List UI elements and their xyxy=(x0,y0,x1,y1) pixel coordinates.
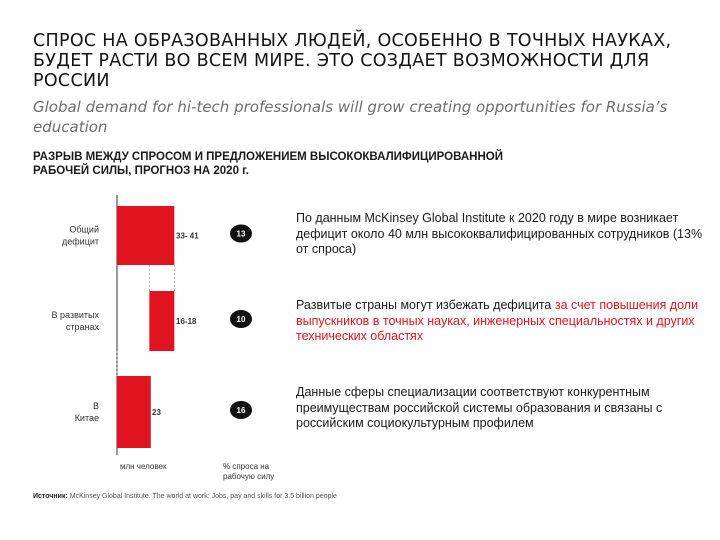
note-developed-highlight: за счет повышения доли выпускников в точных науках, инженерных специальностях и других технических областях xyxy=(296,298,699,343)
note-developed-text: Развитые страны могут избежать дефицита xyxy=(296,298,555,312)
percent-badge-label-0: 13 xyxy=(236,229,246,239)
source-label: Источник: xyxy=(33,493,68,500)
x-axis-caption: млн человек xyxy=(120,462,167,471)
bar-1 xyxy=(149,291,174,351)
category-label-2: В Китае xyxy=(74,401,99,423)
category-label-1: В развитых странах xyxy=(51,310,99,332)
note-global-deficit-text: По данным McKinsey Global Institute к 2020 году в мире возникает дефицит около 40 млн высококвалифицированных сотрудников (13% от спроса) xyxy=(296,211,703,256)
source-text: McKinsey Global Institute. The world at work: Jobs, pay and skills for 3.5 billion people xyxy=(67,493,337,500)
bar-2 xyxy=(117,376,151,448)
page-subtitle: Global demand for hi-tech professionals will grow creating opportunities for Russia’s education xyxy=(33,98,668,136)
category-label-0: Общий дефицит xyxy=(62,224,99,247)
bar-0 xyxy=(117,206,174,265)
percent-badge-label-2: 16 xyxy=(236,406,246,415)
value-label-0: 33- 41 xyxy=(176,231,199,241)
note-global-deficit xyxy=(296,211,708,258)
value-label-1: 16-18 xyxy=(176,317,197,326)
note-developed-countries xyxy=(296,298,708,345)
value-label-2: 23 xyxy=(152,408,161,417)
page-title: СПРОС НА ОБРАЗОВАННЫХ ЛЮДЕЙ, ОСОБЕННО В ТОЧНЫХ НАУКАХ, БУДЕТ РАСТИ ВО ВСЕМ МИРЕ. ЭТО СОЗДАЕТ ВОЗМОЖНОСТИ ДЛЯ РОССИИ xyxy=(33,31,672,91)
percent-axis-caption: % спроса на рабочую силу xyxy=(223,462,275,481)
note-specialization xyxy=(296,385,708,432)
gap-chart xyxy=(0,0,290,490)
source-footnote xyxy=(33,493,693,500)
note-specialization-text: Данные сферы специализации соответствуют конкурентным преимуществам российской системы образования и связаны с российским социокультурным профилем xyxy=(296,385,663,430)
chart-section-title: РАЗРЫВ МЕЖДУ СПРОСОМ И ПРЕДЛОЖЕНИЕМ ВЫСОКОКВАЛИФИЦИРОВАННОЙ РАБОЧЕЙ СИЛЫ, ПРОГНОЗ НА 2020 г. xyxy=(33,151,503,177)
percent-badge-label-1: 10 xyxy=(236,315,246,324)
